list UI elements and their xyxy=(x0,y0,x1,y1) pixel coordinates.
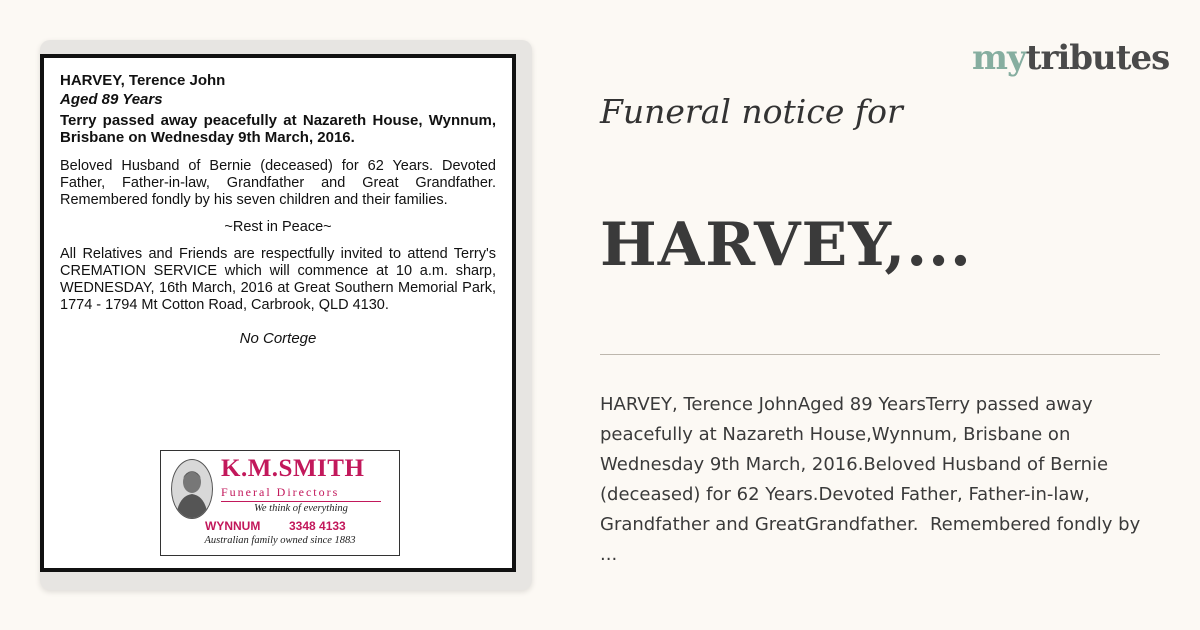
notice-cortege: No Cortege xyxy=(239,330,317,347)
portrait-icon xyxy=(171,459,213,519)
ad-tagline: We think of everything xyxy=(254,503,348,514)
page-title: HARVEY,... xyxy=(600,210,972,280)
notice-rest-in-peace: ~Rest in Peace~ xyxy=(224,219,332,235)
logo-tributes: tributes xyxy=(1025,38,1170,78)
notice-passed: Terry passed away peacefully at Nazareth House, Wynnum, Brisbane on Wednesday 9th March, 2016. xyxy=(60,112,496,146)
notice-name: HARVEY, Terence John xyxy=(60,72,226,89)
page-subtitle: Funeral notice for xyxy=(600,92,903,131)
ad-company-subtitle: Funeral Directors xyxy=(221,485,381,502)
logo-my: my xyxy=(972,38,1026,78)
notice-frame xyxy=(40,54,516,572)
notice-image xyxy=(40,40,532,590)
notice-paragraph-family: Beloved Husband of Bernie (deceased) for 62 Years. Devoted Father, Father-in-law, Grandfather and Great Grandfather. Remembered fondly by his seven children and their families. xyxy=(60,158,496,208)
notice-excerpt: HARVEY, Terence JohnAged 89 YearsTerry passed away peacefully at Nazareth House,Wynnum, Brisbane on Wednesday 9th March, 2016.Beloved Husband of Bernie (deceased) for 62 Years.Devoted Father, Father-in-law, Grandfather and GreatGrandfather. Remembered fondly by ... xyxy=(600,394,1141,565)
ad-location: WYNNUM xyxy=(205,519,261,533)
notice-age: Aged 89 Years xyxy=(60,91,163,108)
divider xyxy=(600,354,1160,355)
funeral-director-ad xyxy=(160,450,400,556)
notice-paragraph-service: All Relatives and Friends are respectfully invited to attend Terry's CREMATION SERVICE which will commence at 10 a.m. sharp, WEDNESDAY, 16th March, 2016 at Great Southern Memorial Park, 1774 - 1794 Mt Cotton Road, Carbrook, QLD 4130. xyxy=(60,246,496,313)
mytributes-logo[interactable] xyxy=(972,38,1169,78)
ad-established: Australian family owned since 1883 xyxy=(204,535,356,546)
ad-company-name: K.M.SMITH xyxy=(221,455,365,482)
ad-phone: 3348 4133 xyxy=(289,519,346,533)
